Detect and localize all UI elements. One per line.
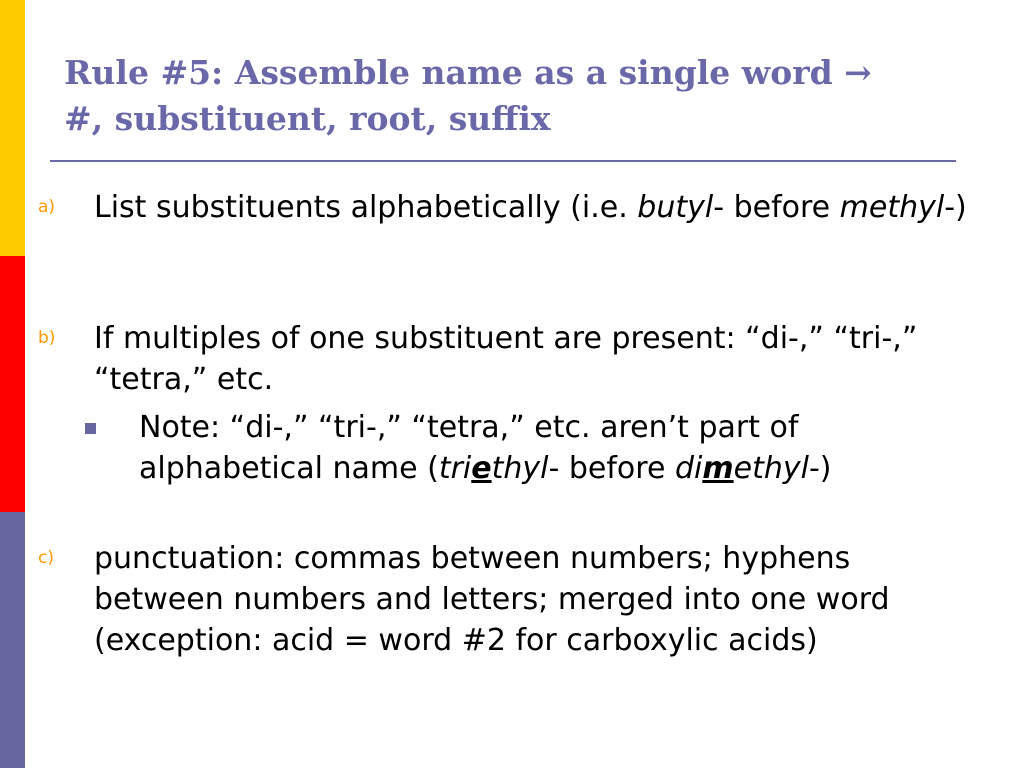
note-text-1: Note: “di-,” “tri-,” “tetra,” etc. aren’t part of alphabetical name ( (139, 410, 799, 486)
list-marker-a: a) (38, 197, 56, 217)
note-highlight-m: m (702, 451, 734, 486)
list-item-c (38, 538, 974, 661)
slide-title-line-1: Rule #5: Assemble name as a single word → (64, 53, 872, 92)
item-c-text: punctuation: commas between numbers; hyphens between numbers and letters; merged into one word (exception: acid = word #2 for carboxylic acids) (94, 541, 890, 658)
item-a-text-1: List substituents alphabetically (i.e. (94, 190, 638, 225)
item-a-italic-methyl: methyl (839, 190, 945, 225)
list-item-b (38, 318, 974, 400)
note-italic-thyl: thyl (491, 451, 549, 486)
square-bullet-icon (85, 423, 96, 434)
list-item-a (38, 187, 974, 228)
side-bar-yellow-segment (0, 0, 25, 256)
slide-title-line-2: #, substituent, root, suffix (64, 99, 551, 138)
list-marker-b: b) (38, 328, 56, 348)
note-italic-di: di (674, 451, 703, 486)
item-a-text-3: -) (944, 190, 967, 225)
item-a-text-2: - before (713, 190, 840, 225)
slide-title (64, 50, 964, 142)
item-b-text: If multiples of one substituent are present: “di-,” “tri-,” “tetra,” etc. (94, 321, 918, 397)
note-highlight-e: e (471, 451, 492, 486)
side-bar-purple-segment (0, 512, 25, 768)
item-a-italic-butyl: butyl (637, 190, 714, 225)
note-italic-ethyl: ethyl (733, 451, 809, 486)
side-bar-red-segment (0, 256, 25, 512)
note-italic-tri: tri (438, 451, 472, 486)
note-text-2: - before (548, 451, 675, 486)
list-subitem-note (139, 407, 979, 489)
title-divider (50, 160, 956, 162)
list-marker-c: c) (38, 548, 54, 568)
note-text-3: -) (808, 451, 832, 486)
